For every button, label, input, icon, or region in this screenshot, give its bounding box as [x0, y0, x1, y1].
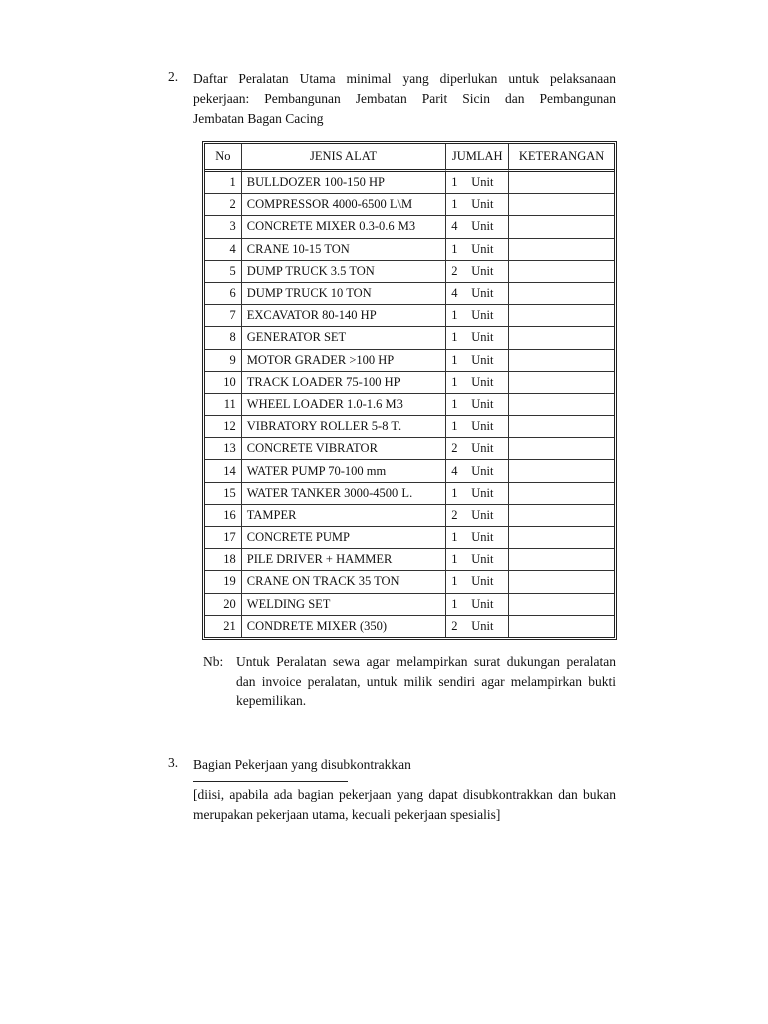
cell-keterangan — [509, 416, 614, 438]
quantity-value: 1 — [451, 175, 458, 190]
cell-keterangan — [509, 216, 614, 238]
quantity-value: 1 — [451, 374, 458, 389]
table-body — [205, 172, 614, 637]
header-keterangan: KETERANGAN — [509, 144, 614, 172]
cell-jenis-alat: WHEEL LOADER 1.0-1.6 M3 — [242, 394, 446, 416]
cell-jenis-alat: TRACK LOADER 75-100 HP — [242, 372, 446, 394]
cell-no: 15 — [205, 483, 242, 505]
quantity-value: 1 — [451, 485, 458, 500]
cell-no: 5 — [205, 261, 242, 283]
header-jumlah: JUMLAH — [446, 144, 509, 172]
cell-no: 12 — [205, 416, 242, 438]
cell-no: 6 — [205, 283, 242, 305]
cell-jenis-alat: CONCRETE VIBRATOR — [242, 438, 446, 460]
table-row — [205, 549, 614, 571]
cell-keterangan — [509, 305, 614, 327]
table-row — [205, 416, 614, 438]
cell-jumlah — [446, 594, 509, 616]
cell-keterangan — [509, 460, 614, 482]
quantity-value: 1 — [451, 574, 458, 589]
section-2-line-2: pekerjaan: Pembangunan Jembatan Parit Sicin dan Pembangunan — [193, 91, 616, 106]
cell-jumlah — [446, 483, 509, 505]
cell-no: 17 — [205, 527, 242, 549]
cell-jenis-alat: PILE DRIVER + HAMMER — [242, 549, 446, 571]
quantity-unit: Unit — [471, 374, 494, 389]
section-2-number: 2. — [168, 69, 179, 84]
table-row — [205, 216, 614, 238]
cell-jenis-alat: TAMPER — [242, 505, 446, 527]
cell-no: 1 — [205, 172, 242, 194]
quantity-unit: Unit — [471, 441, 494, 456]
table-row — [205, 571, 614, 593]
cell-no: 21 — [205, 616, 242, 637]
cell-jenis-alat: CRANE 10-15 TON — [242, 239, 446, 261]
quantity-value: 1 — [451, 396, 458, 411]
cell-keterangan — [509, 505, 614, 527]
quantity-unit: Unit — [471, 308, 494, 323]
note-label: Nb: — [203, 654, 224, 669]
section-2 — [168, 69, 616, 129]
cell-jumlah — [446, 571, 509, 593]
table-row — [205, 460, 614, 482]
table-row — [205, 350, 614, 372]
quantity-unit: Unit — [471, 463, 494, 478]
cell-keterangan — [509, 239, 614, 261]
cell-keterangan — [509, 527, 614, 549]
cell-jumlah — [446, 283, 509, 305]
cell-jenis-alat: CRANE ON TRACK 35 TON — [242, 571, 446, 593]
table-row — [205, 327, 614, 349]
quantity-value: 1 — [451, 308, 458, 323]
table-row — [205, 239, 614, 261]
quantity-value: 4 — [451, 219, 458, 234]
quantity-value: 4 — [451, 286, 458, 301]
table-row — [205, 394, 614, 416]
cell-no: 11 — [205, 394, 242, 416]
cell-no: 10 — [205, 372, 242, 394]
section-2-heading — [193, 69, 616, 129]
quantity-unit: Unit — [471, 552, 494, 567]
section-3 — [168, 755, 616, 824]
quantity-unit: Unit — [471, 263, 494, 278]
section-3-title: Bagian Pekerjaan yang disubkontrakkan — [193, 757, 411, 772]
cell-keterangan — [509, 483, 614, 505]
cell-no: 16 — [205, 505, 242, 527]
quantity-unit: Unit — [471, 352, 494, 367]
note — [203, 652, 616, 711]
cell-no: 13 — [205, 438, 242, 460]
cell-keterangan — [509, 350, 614, 372]
header-jenis-alat: JENIS ALAT — [242, 144, 446, 172]
cell-jumlah — [446, 350, 509, 372]
cell-no: 18 — [205, 549, 242, 571]
cell-jumlah — [446, 616, 509, 637]
section-2-line-1: Daftar Peralatan Utama minimal yang diperlukan untuk pelaksanaan — [193, 71, 616, 86]
table-row — [205, 372, 614, 394]
section-3-instruction: [diisi, apabila ada bagian pekerjaan yang dapat disubkontrakkan dan bukan merupakan pekerjaan utama, kecuali pekerjaan spesialis] — [193, 787, 616, 822]
quantity-value: 2 — [451, 618, 458, 633]
table-header-row — [205, 144, 614, 172]
cell-jenis-alat: VIBRATORY ROLLER 5-8 T. — [242, 416, 446, 438]
quantity-value: 1 — [451, 530, 458, 545]
table-row — [205, 194, 614, 216]
quantity-unit: Unit — [471, 219, 494, 234]
cell-jumlah — [446, 239, 509, 261]
cell-jumlah — [446, 305, 509, 327]
cell-jenis-alat: WATER TANKER 3000-4500 L. — [242, 483, 446, 505]
cell-jenis-alat: WELDING SET — [242, 594, 446, 616]
quantity-value: 2 — [451, 441, 458, 456]
cell-jumlah — [446, 438, 509, 460]
quantity-value: 2 — [451, 507, 458, 522]
table-row — [205, 527, 614, 549]
cell-keterangan — [509, 594, 614, 616]
cell-jenis-alat: COMPRESSOR 4000-6500 L\M — [242, 194, 446, 216]
quantity-value: 1 — [451, 419, 458, 434]
quantity-value: 1 — [451, 596, 458, 611]
cell-keterangan — [509, 194, 614, 216]
table-row — [205, 505, 614, 527]
quantity-unit: Unit — [471, 241, 494, 256]
cell-jenis-alat: EXCAVATOR 80-140 HP — [242, 305, 446, 327]
quantity-unit: Unit — [471, 396, 494, 411]
cell-jumlah — [446, 549, 509, 571]
cell-jenis-alat: CONDRETE MIXER (350) — [242, 616, 446, 637]
quantity-value: 2 — [451, 263, 458, 278]
cell-jumlah — [446, 394, 509, 416]
table-row — [205, 616, 614, 637]
quantity-unit: Unit — [471, 330, 494, 345]
cell-keterangan — [509, 283, 614, 305]
cell-jumlah — [446, 505, 509, 527]
cell-jenis-alat: DUMP TRUCK 3.5 TON — [242, 261, 446, 283]
cell-jumlah — [446, 460, 509, 482]
cell-keterangan — [509, 438, 614, 460]
cell-no: 19 — [205, 571, 242, 593]
cell-no: 20 — [205, 594, 242, 616]
cell-no: 14 — [205, 460, 242, 482]
cell-no: 7 — [205, 305, 242, 327]
quantity-value: 1 — [451, 197, 458, 212]
cell-keterangan — [509, 549, 614, 571]
cell-jumlah — [446, 216, 509, 238]
cell-jumlah — [446, 372, 509, 394]
cell-no: 3 — [205, 216, 242, 238]
fill-in-line — [193, 781, 348, 782]
cell-no: 8 — [205, 327, 242, 349]
quantity-unit: Unit — [471, 197, 494, 212]
cell-no: 9 — [205, 350, 242, 372]
table-row — [205, 305, 614, 327]
equipment-table — [202, 141, 617, 640]
cell-jumlah — [446, 327, 509, 349]
quantity-unit: Unit — [471, 530, 494, 545]
cell-keterangan — [509, 172, 614, 194]
table-row — [205, 594, 614, 616]
cell-jumlah — [446, 172, 509, 194]
cell-keterangan — [509, 372, 614, 394]
cell-jenis-alat: CONCRETE PUMP — [242, 527, 446, 549]
quantity-unit: Unit — [471, 419, 494, 434]
quantity-unit: Unit — [471, 175, 494, 190]
header-no: No — [205, 144, 242, 172]
quantity-unit: Unit — [471, 286, 494, 301]
cell-no: 4 — [205, 239, 242, 261]
cell-no: 2 — [205, 194, 242, 216]
cell-keterangan — [509, 571, 614, 593]
table-row — [205, 261, 614, 283]
quantity-unit: Unit — [471, 596, 494, 611]
quantity-unit: Unit — [471, 485, 494, 500]
quantity-unit: Unit — [471, 507, 494, 522]
note-text: Untuk Peralatan sewa agar melampirkan surat dukungan peralatan dan invoice peralatan, untuk milik sendiri agar melampirkan bukti kepemilikan. — [236, 654, 616, 708]
cell-keterangan — [509, 261, 614, 283]
quantity-value: 1 — [451, 330, 458, 345]
cell-keterangan — [509, 327, 614, 349]
quantity-value: 1 — [451, 552, 458, 567]
quantity-value: 4 — [451, 463, 458, 478]
section-3-number: 3. — [168, 755, 179, 770]
cell-jumlah — [446, 261, 509, 283]
cell-jenis-alat: DUMP TRUCK 10 TON — [242, 283, 446, 305]
cell-keterangan — [509, 394, 614, 416]
cell-jenis-alat: CONCRETE MIXER 0.3-0.6 M3 — [242, 216, 446, 238]
cell-jumlah — [446, 416, 509, 438]
quantity-unit: Unit — [471, 618, 494, 633]
cell-jumlah — [446, 194, 509, 216]
table-row — [205, 438, 614, 460]
quantity-value: 1 — [451, 352, 458, 367]
cell-keterangan — [509, 616, 614, 637]
section-2-line-3: Jembatan Bagan Cacing — [193, 111, 324, 126]
quantity-unit: Unit — [471, 574, 494, 589]
cell-jumlah — [446, 527, 509, 549]
cell-jenis-alat: MOTOR GRADER >100 HP — [242, 350, 446, 372]
cell-jenis-alat: GENERATOR SET — [242, 327, 446, 349]
cell-jenis-alat: WATER PUMP 70-100 mm — [242, 460, 446, 482]
cell-jenis-alat: BULLDOZER 100-150 HP — [242, 172, 446, 194]
table-row — [205, 483, 614, 505]
table-row — [205, 283, 614, 305]
table-row — [205, 172, 614, 194]
quantity-value: 1 — [451, 241, 458, 256]
